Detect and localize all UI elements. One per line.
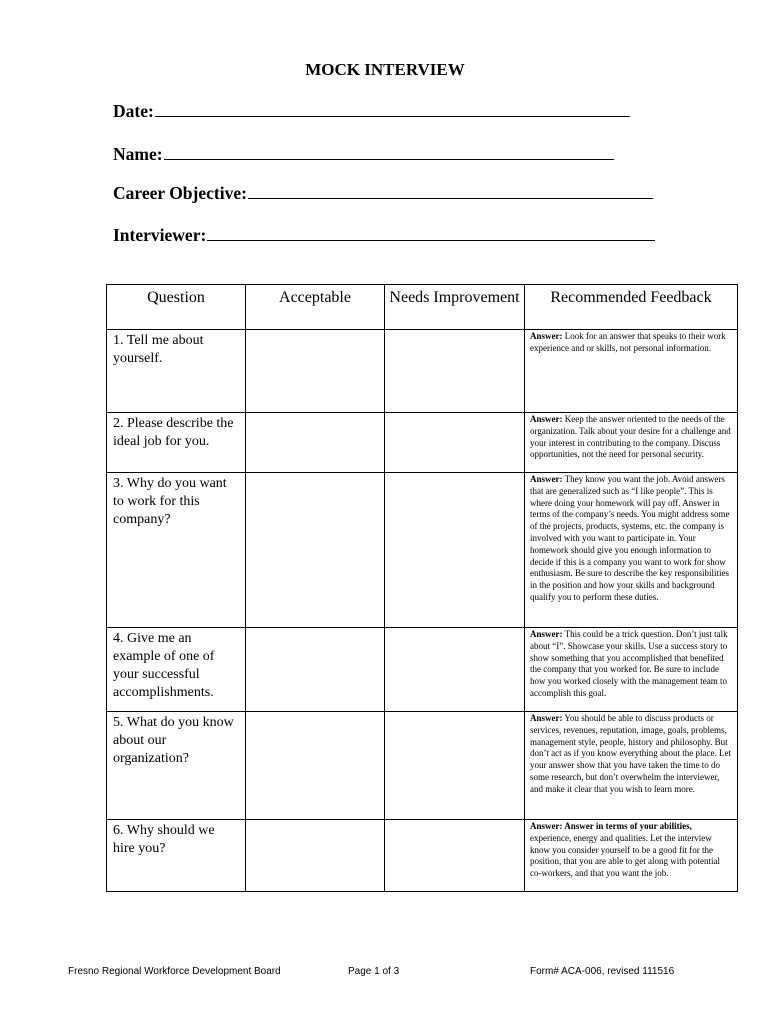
table-row — [107, 712, 738, 820]
question-cell: 4. Give me an example of one of your successful accomplishments. — [107, 628, 246, 712]
feedback-cell — [525, 473, 738, 628]
footer-organization: Fresno Regional Workforce Development Board — [68, 966, 281, 977]
answer-label: Answer: — [530, 414, 563, 424]
feedback-cell — [525, 330, 738, 413]
header-row — [107, 285, 738, 330]
answer-text: Look for an answer that speaks to their work experience and or skills, not personal information. — [530, 331, 726, 353]
date-line[interactable] — [155, 100, 630, 117]
interviewer-label: Interviewer: — [113, 225, 207, 245]
needs-improvement-cell[interactable] — [385, 413, 525, 473]
footer-form-number: Form# ACA-006, revised 111516 — [530, 966, 675, 977]
table-row — [107, 820, 738, 892]
table-row — [107, 413, 738, 473]
table-row — [107, 628, 738, 712]
question-cell: 5. What do you know about our organization? — [107, 712, 246, 820]
career-objective-field[interactable] — [113, 182, 653, 204]
date-field[interactable] — [113, 100, 630, 122]
acceptable-cell[interactable] — [246, 330, 385, 413]
table-row — [107, 473, 738, 628]
header-recommended-feedback: Recommended Feedback — [525, 285, 738, 330]
question-cell: 1. Tell me about yourself. — [107, 330, 246, 413]
answer-label: Answer: — [530, 331, 563, 341]
question-cell: 3. Why do you want to work for this company? — [107, 473, 246, 628]
feedback-cell — [525, 712, 738, 820]
answer-text: Keep the answer oriented to the needs of the organization. Talk about your desire for a challenge and your interest in contributing to the company. Discuss opportunities, not the need for personal security. — [530, 414, 731, 460]
header-question: Question — [107, 285, 246, 330]
needs-improvement-cell[interactable] — [385, 473, 525, 628]
acceptable-cell[interactable] — [246, 712, 385, 820]
interviewer-field[interactable] — [113, 224, 655, 246]
acceptable-cell[interactable] — [246, 473, 385, 628]
answer-label: Answer: — [530, 629, 563, 639]
question-cell: 6. Why should we hire you? — [107, 820, 246, 892]
acceptable-cell[interactable] — [246, 413, 385, 473]
header-needs-improvement: Needs Improvement — [385, 285, 525, 330]
needs-improvement-cell[interactable] — [385, 712, 525, 820]
feedback-cell — [525, 628, 738, 712]
question-cell: 2. Please describe the ideal job for you. — [107, 413, 246, 473]
answer-label: Answer: — [530, 713, 563, 723]
needs-improvement-cell[interactable] — [385, 330, 525, 413]
career-objective-label: Career Objective: — [113, 183, 247, 203]
name-line[interactable] — [164, 143, 614, 160]
acceptable-cell[interactable] — [246, 628, 385, 712]
table-row — [107, 330, 738, 413]
answer-text: This could be a trick question. Don’t just talk about “I”. Showcase your skills. Use a success story to show something that you accomplished that benefited the company that you worked for. Be sure to include how you worked closely with the management team to accomplish this goal. — [530, 629, 728, 698]
page-title: MOCK INTERVIEW — [305, 60, 465, 79]
name-label: Name: — [113, 144, 163, 164]
interview-table — [106, 284, 738, 892]
date-label: Date: — [113, 101, 154, 121]
feedback-cell — [525, 820, 738, 892]
answer-text: They know you want the job. Avoid answers that are generalized such as “I like people”. This is where doing your homework will pay off. Answer in terms of the company’s needs. You might address some of the projects, products, systems, etc. the company is involved with you want to participate in. Your homework should give you enough information to decide if this is a company you want to work for show enthusiasm. Be sure to describe the key responsibilities in the position and how your skills and background qualify you to perform these duties. — [530, 474, 730, 602]
answer-label: Answer: — [530, 474, 563, 484]
feedback-cell — [525, 413, 738, 473]
career-objective-line[interactable] — [248, 182, 653, 199]
needs-improvement-cell[interactable] — [385, 628, 525, 712]
footer-page-number: Page 1 of 3 — [348, 966, 400, 977]
answer-label: Answer: Answer in terms of your abilities, — [530, 821, 692, 831]
interviewer-line[interactable] — [207, 224, 655, 241]
answer-text: You should be able to discuss products or services, revenues, reputation, image, goals, problems, management style, people, history and philosophy. But don’t act as if you know everything about the place. Let your answer show that you have taken the time to do some research, but don’t overwhelm the interviewer, and make it clear that you wish to learn more. — [530, 713, 732, 794]
answer-text: experience, energy and qualities. Let the interview know you consider yourself to be a good fit for the position, that you are able to get along with potential co-workers, and that you want the job. — [530, 832, 720, 879]
needs-improvement-cell[interactable] — [385, 820, 525, 892]
name-field[interactable] — [113, 143, 614, 165]
header-acceptable: Acceptable — [246, 285, 385, 330]
acceptable-cell[interactable] — [246, 820, 385, 892]
